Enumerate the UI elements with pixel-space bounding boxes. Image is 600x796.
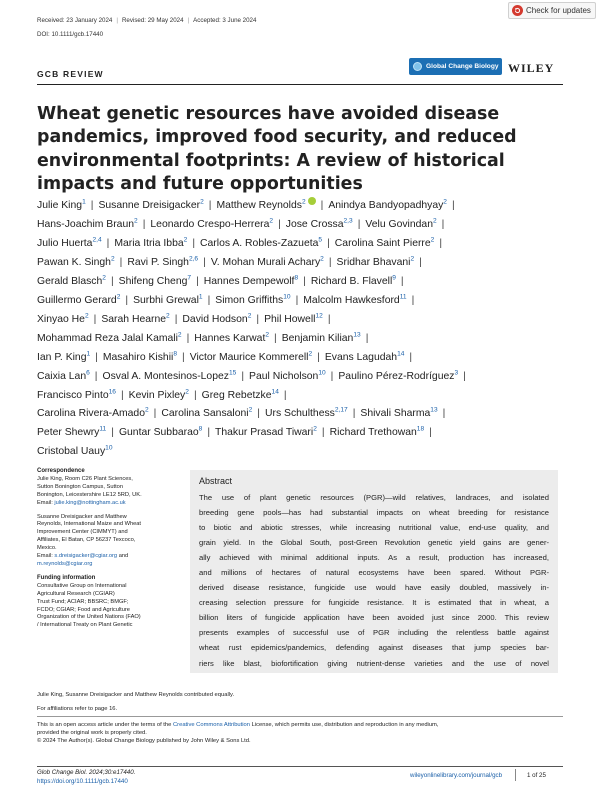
author-name-text: Carolina Sansaloni [161, 408, 249, 420]
license-line-1 [37, 721, 563, 729]
author-name-text: Carlos A. Robles-Zazueta [200, 237, 319, 249]
author-name[interactable] [215, 427, 317, 438]
author-name-text: Richard Trethowan [329, 427, 417, 439]
and-text: and [118, 553, 129, 560]
author-separator: | [186, 332, 190, 344]
funding-line: / International Treaty on Plant Genetic [37, 622, 133, 629]
correspondence-heading: Correspondence [37, 468, 85, 474]
author-name[interactable] [37, 333, 182, 344]
received-date: Received: 23 January 2024 [37, 17, 113, 24]
author-name[interactable] [265, 408, 348, 419]
author-name[interactable] [303, 295, 406, 306]
funding-line: Organization of the United Nations (FAO) [37, 614, 141, 621]
author-name-text: Paul Nicholson [249, 370, 319, 382]
affiliation-superscript[interactable]: 10 [283, 293, 291, 301]
revised-date: Revised: 29 May 2024 [121, 17, 184, 24]
author-separator: | [106, 237, 110, 249]
abstract-body [199, 490, 549, 671]
affiliation-superscript[interactable]: 2 [183, 236, 188, 244]
funding-heading: Funding information [37, 574, 96, 581]
author-name-text: Urs Schulthess [264, 408, 335, 420]
cc-license-link[interactable]: Creative Commons Attribution [172, 722, 250, 728]
affiliation-superscript[interactable]: 8 [198, 425, 203, 433]
affiliation-superscript[interactable]: 2 [185, 388, 189, 396]
author-separator: | [317, 351, 320, 363]
affiliation-superscript[interactable]: 6 [86, 369, 90, 377]
author-line [37, 197, 563, 216]
author-line [37, 387, 563, 406]
affiliation-superscript[interactable]: 2,3 [343, 217, 353, 225]
author-separator: | [142, 218, 146, 230]
footer-journal-site-link[interactable]: wileyonlinelibrary.com/journal/gcb [410, 772, 503, 779]
author-separator: | [111, 427, 114, 439]
abstract-line: creasing selection pressure for fungicide resistance. It is estimated that in wheat, a [199, 598, 549, 608]
author-separator: | [439, 237, 443, 249]
abstract-line: wheat rust epidemics/pandemics, defending against diseases that jump species bar- [199, 643, 549, 653]
author-name[interactable] [37, 390, 116, 401]
author-separator: | [321, 427, 325, 439]
contribution-note: Julie King, Susanne Dreisigacker and Matthew Reynolds contributed equally. [37, 692, 235, 698]
affiliation-superscript[interactable]: 2,6 [188, 255, 199, 263]
author-name[interactable] [37, 427, 106, 438]
refresh-icon [512, 5, 523, 16]
author-separator: | [409, 351, 413, 363]
affiliation-superscript[interactable]: 2 [308, 350, 313, 358]
affiliation-superscript[interactable]: 18 [416, 425, 425, 433]
affiliation-superscript[interactable]: 2 [248, 407, 253, 415]
abstract-line: riers like blast, biofortification giving nutrient-dense varieties and the use of novel [199, 658, 549, 668]
date-separator: | [187, 17, 190, 24]
page-number: 1 of 25 [527, 772, 546, 779]
author-separator: | [283, 389, 287, 401]
author-name[interactable] [204, 276, 298, 287]
author-name[interactable] [182, 314, 251, 325]
author-name-text: V. Mohan Murali Achary [210, 256, 321, 268]
author-separator: | [207, 294, 211, 306]
author-name-text: Cristobal Uauy [37, 446, 106, 458]
author-separator: | [330, 370, 334, 382]
article-dates [37, 17, 256, 24]
author-separator: | [196, 275, 199, 287]
author-name[interactable] [328, 200, 447, 211]
author-separator: | [328, 256, 332, 268]
affiliation-superscript[interactable]: 2 [166, 312, 170, 320]
article-title: Wheat genetic resources have avoided disease pandemics, improved food security, and reduced environmental footprints: A review of historical impacts and future opportunities [37, 104, 517, 194]
copyright-line: © 2024 The Author(s). Global Change Biology published by John Wiley & Sons Ltd. [37, 738, 251, 745]
corr2-line: Improvement Center (CIMMYT) and [37, 529, 128, 536]
affiliation-superscript[interactable]: 3 [454, 369, 459, 377]
author-name-text: Shivali Sharma [360, 408, 431, 420]
author-name-text: Gerald Blasch [37, 275, 103, 287]
author-separator: | [357, 218, 361, 230]
author-name-text: Peter Shewry [37, 427, 100, 439]
author-line [37, 273, 563, 292]
author-separator: | [327, 313, 331, 325]
affiliation-superscript[interactable]: 9 [392, 274, 396, 282]
author-name-text: Paulino Pérez-Rodríguez [338, 370, 455, 382]
corr2-line: Mexico. [37, 545, 57, 552]
affiliation-superscript[interactable]: 11 [399, 293, 407, 301]
footer-doi-link[interactable]: https://doi.org/10.1111/gcb.17440 [37, 778, 128, 785]
author-separator: | [94, 370, 98, 382]
author-name-text: Francisco Pinto [37, 389, 109, 401]
footer-separator [515, 769, 516, 781]
author-name-text: Julio Huerta [37, 237, 93, 249]
affiliation-superscript[interactable]: 1 [86, 350, 91, 358]
author-name[interactable] [37, 238, 102, 249]
affiliation-superscript[interactable]: 2 [432, 217, 437, 225]
corr1-line: Julie King, Room C26 Plant Sciences, [37, 475, 133, 482]
affiliation-superscript[interactable]: 2 [116, 293, 121, 301]
author-name[interactable] [190, 352, 312, 363]
abstract-line: billion liters of fungicide application have been avoided just since 2000. This review [199, 613, 549, 623]
author-name[interactable] [360, 408, 437, 419]
author-separator: | [203, 256, 206, 268]
author-name[interactable] [202, 390, 279, 401]
author-separator: | [441, 218, 445, 230]
affiliation-superscript[interactable]: 13 [353, 331, 361, 339]
abstract-line: ally achieved with minimal additional inputs. As a result, production has increased, [199, 553, 549, 563]
affiliation-superscript[interactable]: 10 [105, 444, 113, 452]
affiliation-superscript[interactable]: 1 [198, 293, 203, 301]
author-name[interactable] [133, 295, 203, 306]
author-name-text: Osval A. Montesinos-Lopez [102, 370, 229, 382]
author-name[interactable] [119, 427, 202, 438]
corr2-email-link-b[interactable]: m.reynolds@cgiar.org [37, 560, 93, 567]
affiliation-superscript[interactable]: 14 [271, 388, 279, 396]
author-separator: | [95, 351, 98, 363]
abstract-line: and millions of hectares of natural ecosystems have been spared. Without PGR- [199, 568, 549, 578]
author-name-text: Carolina Rivera-Amado [37, 408, 145, 420]
author-list [37, 197, 563, 462]
author-name[interactable] [311, 276, 396, 287]
author-line [37, 349, 563, 368]
license-pre: This is an open access article under the terms of the [37, 722, 173, 728]
corr1-line: Sutton Bonington Campus, Sutton [37, 483, 124, 490]
author-separator: | [174, 313, 178, 325]
author-name[interactable] [37, 257, 115, 268]
footer-divider [37, 766, 563, 767]
author-name[interactable] [338, 371, 458, 382]
author-name-text: Mohammad Reza Jalal Kamali [37, 332, 178, 344]
author-name-text: Malcolm Hawkesford [303, 294, 400, 306]
affiliation-superscript[interactable]: 2 [410, 255, 415, 263]
abstract-line: derived disease resistance, fungicide use would have easily doubled, massively in- [199, 583, 549, 593]
author-name[interactable] [37, 295, 120, 306]
author-line [37, 443, 563, 462]
affiliation-superscript[interactable]: 2 [313, 425, 317, 433]
affiliation-superscript[interactable]: 12 [315, 312, 323, 320]
author-name[interactable] [101, 314, 169, 325]
abstract-line: The use of plant genetic resources (PGR)—wild relatives, landraces, and isolated [199, 493, 549, 502]
author-name-text: Surbhi Grewal [133, 294, 199, 306]
corr2-line: Affiliates, El Batan, CP 56237 Texcoco, [37, 537, 136, 544]
section-label: GCB REVIEW [37, 69, 104, 79]
author-name-text: Richard B. Flavell [310, 275, 393, 287]
author-name-text: Xinyao He [37, 313, 85, 325]
abstract-line: grain yield. In the Global South, post-Green Revolution genetic yield gains are gener- [199, 538, 549, 548]
author-name-text: David Hodson [182, 313, 248, 325]
affiliation-superscript[interactable]: 2 [102, 274, 106, 282]
author-separator: | [320, 200, 324, 211]
affiliation-superscript[interactable]: 2,4 [92, 236, 102, 244]
author-name-text: Masahiro Kishii [102, 351, 174, 363]
author-name[interactable] [150, 219, 273, 230]
author-name-text: Matthew Reynolds [216, 200, 302, 211]
affiliation-superscript[interactable]: 2 [301, 198, 306, 206]
author-name[interactable] [102, 371, 236, 382]
author-name-text: Evans Lagudah [324, 351, 398, 363]
funding-line: Consultative Group on International [37, 582, 127, 589]
accepted-date: Accepted: 3 June 2024 [193, 17, 257, 24]
author-name-text: Julie King [37, 200, 83, 211]
author-separator: | [327, 237, 330, 249]
affiliation-superscript[interactable]: 5 [318, 236, 323, 244]
date-separator: | [116, 17, 118, 24]
author-line [37, 216, 563, 235]
author-separator: | [207, 427, 211, 439]
affiliation-superscript[interactable]: 13 [430, 407, 438, 415]
affiliations-note: For affiliations refer to page 16. [37, 706, 118, 712]
check-for-updates-button[interactable] [508, 2, 596, 19]
author-name-text: Hans-Joachim Braun [37, 218, 135, 230]
author-name[interactable] [286, 219, 353, 230]
email-label: Email: [37, 553, 53, 560]
affiliation-superscript[interactable]: 2 [177, 331, 182, 339]
affiliation-superscript[interactable]: 10 [318, 369, 326, 377]
author-separator: | [429, 427, 432, 439]
corr1-line: Bonington, Leicestershire LE12 5RD, UK. [37, 491, 142, 498]
author-separator: | [93, 313, 97, 325]
funding-line: Agricultural Research (CGIAR) [37, 590, 115, 597]
author-name-text: Carolina Saint Pierre [334, 237, 431, 249]
author-name-text: Guillermo Gerard [37, 294, 117, 306]
affiliation-superscript[interactable]: 2 [430, 236, 435, 244]
license-line-2: provided the original work is properly cited. [37, 730, 147, 737]
author-separator: | [257, 408, 260, 420]
affiliation-superscript[interactable]: 2 [443, 198, 447, 206]
globe-icon [413, 62, 422, 71]
author-separator: | [400, 275, 404, 287]
author-name[interactable] [37, 446, 113, 457]
author-name[interactable] [215, 295, 290, 306]
author-line [37, 405, 563, 424]
author-separator: | [419, 256, 422, 268]
affiliation-superscript[interactable]: 2 [265, 331, 270, 339]
author-separator: | [153, 408, 157, 420]
author-name-text: Benjamin Kilian [281, 332, 354, 344]
affiliation-superscript[interactable]: 2 [84, 312, 89, 320]
author-name-text: Thakur Prasad Tiwari [215, 427, 314, 439]
affiliation-superscript[interactable]: 16 [108, 388, 116, 396]
author-name-text: Anindya Bandyopadhyay [328, 200, 444, 211]
author-name[interactable] [127, 257, 198, 268]
abstract-line: to biotic and abiotic stresses, while increasing nutritional value, end-use quality, and [199, 523, 549, 533]
funding-line: FCDO; CGIAR; Food and Agriculture [37, 606, 130, 613]
author-separator: | [411, 294, 415, 306]
funding-line: Trust Fund; ACIAR; BBSRC; BMGF; [37, 598, 129, 605]
abstract-heading: Abstract [199, 476, 233, 486]
author-line [37, 254, 563, 273]
check-for-updates-label: Check for updates [526, 6, 591, 15]
affiliation-superscript[interactable]: 2 [269, 217, 274, 225]
author-name-text: Hannes Karwat [194, 332, 266, 344]
author-name[interactable] [337, 257, 415, 268]
author-name[interactable] [37, 371, 90, 382]
author-separator: | [295, 294, 299, 306]
author-separator: | [365, 332, 369, 344]
author-name-text: Ravi P. Singh [127, 256, 189, 268]
author-name[interactable] [211, 257, 324, 268]
author-separator: | [303, 275, 306, 287]
affiliation-superscript[interactable]: 2 [247, 312, 252, 320]
author-separator: | [193, 389, 197, 401]
footer-citation: Glob Change Biol. 2024;30:e17440. [37, 769, 136, 776]
author-name-text: Sarah Hearne [101, 313, 167, 325]
author-name[interactable] [249, 371, 326, 382]
author-name[interactable] [37, 219, 138, 230]
author-name[interactable] [216, 200, 315, 211]
author-name[interactable] [37, 352, 90, 363]
affiliation-superscript[interactable]: 8 [294, 274, 299, 282]
author-separator: | [352, 408, 356, 420]
author-separator: | [241, 370, 245, 382]
author-name-text: Guntar Subbarao [118, 427, 199, 439]
affiliation-superscript[interactable]: 15 [228, 369, 237, 377]
author-name[interactable] [37, 200, 86, 211]
affiliation-superscript[interactable]: 2 [320, 255, 324, 263]
author-name[interactable] [335, 238, 435, 249]
publisher-logo[interactable]: WILEY [508, 61, 555, 75]
author-separator: | [208, 200, 212, 211]
license-divider [37, 716, 563, 717]
author-separator: | [120, 389, 124, 401]
corr2-email-link-a[interactable]: s.dreisigacker@cgiar.org [54, 553, 118, 560]
author-separator: | [256, 313, 260, 325]
author-name-text: Caixia Lan [37, 370, 87, 382]
corr1-email-row [37, 500, 189, 508]
author-name-text: Jose Crossa [285, 218, 344, 230]
correspondence-sidebar [37, 468, 189, 630]
license-block [37, 721, 563, 746]
orcid-icon[interactable] [308, 197, 316, 205]
journal-name: Global Change Biology [426, 63, 499, 70]
author-name[interactable] [37, 276, 106, 287]
author-separator: | [110, 275, 114, 287]
author-name[interactable] [114, 238, 187, 249]
author-name-text: Sridhar Bhavani [336, 256, 411, 268]
author-name[interactable] [129, 390, 189, 401]
author-separator: | [119, 256, 123, 268]
author-name[interactable] [365, 219, 436, 230]
author-name[interactable] [37, 314, 89, 325]
author-separator: | [278, 218, 281, 230]
author-line [37, 368, 563, 387]
author-name-text: Phil Howell [264, 313, 316, 325]
author-separator: | [442, 408, 446, 420]
author-line [37, 311, 563, 330]
author-separator: | [451, 200, 455, 211]
affiliation-superscript[interactable]: 7 [187, 274, 192, 282]
author-separator: | [463, 370, 466, 382]
affiliation-superscript[interactable]: 2 [134, 217, 138, 225]
author-name-text: Greg Rebetzke [201, 389, 272, 401]
author-separator: | [192, 237, 196, 249]
abstract-line: presents examples of successful use of PGR including the relentless battle against [199, 628, 549, 638]
author-line [37, 330, 563, 349]
author-name-text: Hannes Dempewolf [203, 275, 295, 287]
author-line [37, 424, 563, 443]
affiliation-superscript[interactable]: 1 [82, 198, 86, 206]
author-name[interactable] [103, 352, 177, 363]
author-name[interactable] [330, 427, 425, 438]
author-name[interactable] [161, 408, 252, 419]
author-name-text: Kevin Pixley [128, 389, 186, 401]
corr1-email-link[interactable]: julie.king@nottingham.ac.uk [54, 499, 126, 506]
author-line [37, 235, 563, 254]
author-name[interactable] [200, 238, 322, 249]
affiliation-superscript[interactable]: 8 [173, 350, 177, 358]
author-separator: | [274, 332, 277, 344]
license-post: License, which permits use, distribution and reproduction in any medium, [250, 722, 439, 728]
author-name-text: Ian P. King [37, 351, 87, 363]
author-name[interactable] [282, 333, 361, 344]
affiliation-superscript[interactable]: 2,17 [334, 407, 348, 415]
author-separator: | [182, 351, 185, 363]
email-label: Email: [37, 499, 53, 506]
affiliation-superscript[interactable]: 2 [145, 407, 149, 415]
author-name-text: Victor Maurice Kommerell [189, 351, 309, 363]
author-name[interactable] [325, 352, 405, 363]
corr2-line: Reynolds, International Maize and Wheat [37, 521, 142, 528]
author-name-text: Pawan K. Singh [37, 256, 111, 268]
author-name-text: Susanne Dreisigacker [98, 200, 201, 211]
author-name[interactable] [194, 333, 269, 344]
author-name-text: Shifeng Cheng [118, 275, 188, 287]
author-name-text: Velu Govindan [365, 218, 433, 230]
corr2-email-row [37, 553, 189, 561]
corr2-line: Susanne Dreisigacker and Matthew [37, 513, 127, 520]
author-name-text: Maria Itria Ibba [114, 237, 184, 249]
author-separator: | [125, 294, 129, 306]
author-name-text: Leonardo Crespo-Herrera [150, 218, 270, 230]
doi-line: DOI: 10.1111/gcb.17440 [37, 31, 104, 38]
affiliation-superscript[interactable]: 2 [110, 255, 115, 263]
affiliation-superscript[interactable]: 14 [397, 350, 405, 358]
author-name[interactable] [119, 276, 191, 287]
affiliation-superscript[interactable]: 11 [99, 425, 107, 433]
author-name[interactable] [37, 408, 149, 419]
abstract-line: breeding gene pools—has had substantial impacts on wheat breeding for resistance [199, 508, 549, 518]
author-separator: | [90, 200, 94, 211]
journal-badge[interactable] [409, 58, 502, 75]
author-name[interactable] [98, 200, 203, 211]
author-name[interactable] [264, 314, 323, 325]
affiliation-superscript[interactable]: 2 [200, 198, 204, 206]
author-line [37, 292, 563, 311]
author-name-text: Simon Griffiths [215, 294, 284, 306]
header-divider [37, 84, 563, 85]
